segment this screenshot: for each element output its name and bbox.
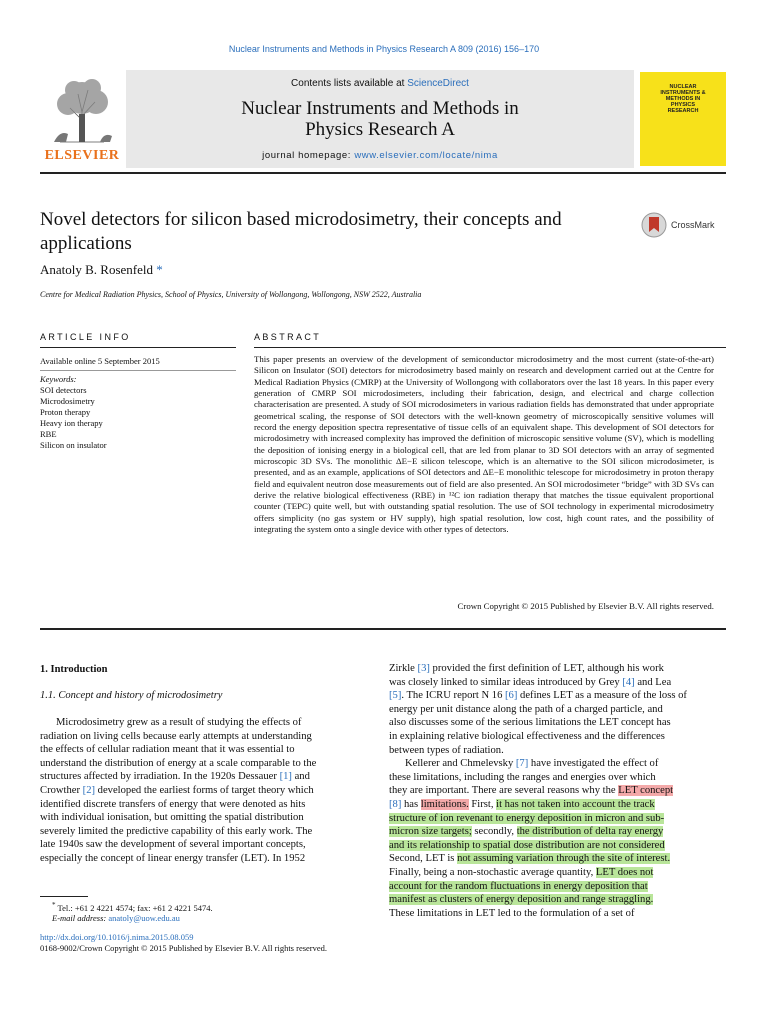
footnote-tel-text: Tel.: +61 2 4221 4574; fax: +61 2 4221 5474. [57,902,213,913]
abstract-rule [254,347,726,348]
text-span: Zirkle [389,663,418,674]
header-rule [40,172,726,174]
journal-cover-image [640,72,726,166]
text-span: provided the first definition of LET, although his work [429,663,664,674]
text-line: understand the distribution of energy at a scale comparable to the [40,757,317,769]
citation-link[interactable]: [3] [417,663,430,674]
highlight-green[interactable]: it has not taken into account the track [496,798,655,810]
text-line: these limitations, including the ranges and energies over which [389,771,656,783]
text-span: defines LET as a measure of the loss of [517,690,687,702]
keywords-block [40,374,236,451]
text-line: late 1940s saw the development of several important concepts, [40,839,306,851]
text-span: First, [468,798,497,810]
highlight-red[interactable]: LET concept [618,785,674,797]
journal-name-line2: Physics Research A [305,119,455,140]
text-span: has [401,798,421,810]
text-line: energy per unit distance along the path of a charged particle, and [389,703,663,715]
email-label: E-mail address: [52,913,107,924]
text-span: Kellerer and Chmelevsky [405,758,516,770]
highlight-red[interactable]: limitations. [420,798,469,810]
text-span: developed the earliest forms of target theory which [95,784,314,796]
available-online: Available online 5 September 2015 [40,356,160,366]
text-line [389,812,714,826]
text-line [389,852,714,866]
text-line [389,676,714,690]
contents-prefix: Contents lists available at [291,78,405,89]
homepage-label: journal homepage: [262,150,352,161]
highlight-green[interactable]: LET does not [595,866,654,878]
footnote-mark: * [52,901,56,909]
text-line [40,784,365,798]
paper-title-line2: applications [40,233,132,254]
text-line: in explaining relative biological effectiveness and the differences [389,730,665,742]
keywords-label: Keywords: [40,374,77,384]
highlight-green[interactable]: micron size targets; [389,826,472,838]
journal-name-line1: Nuclear Instruments and Methods in [241,98,519,119]
citation-link[interactable]: [8] [389,798,402,810]
available-rule [40,370,236,371]
homepage-link[interactable]: www.elsevier.com/locate/nima [354,150,498,161]
citation-link[interactable]: [6] [505,690,518,702]
citation-link[interactable]: [5] [389,690,402,702]
text-line [389,757,714,771]
footnote-rule [40,896,88,897]
email-link[interactable]: anatoly@uow.edu.au [108,913,180,924]
journal-name [126,98,634,140]
keyword: Heavy ion therapy [40,418,103,428]
footnote [52,900,362,924]
text-line [389,880,714,894]
text-line: Microdosimetry grew as a result of studying the effects of [56,717,302,728]
keyword: Silicon on insulator [40,440,107,450]
right-column [389,662,714,920]
elsevier-logo [40,72,124,168]
text-span: . The ICRU report N 16 [401,690,506,702]
citation-link[interactable]: [1] [279,771,292,783]
abstract-copyright: Crown Copyright © 2015 Published by Elsevier B.V. All rights reserved. [457,601,714,611]
text-span: Finally, being a non-stochastic average quantity, [389,866,596,878]
highlight-green[interactable]: the distribution of delta ray energy [516,826,664,838]
text-span: have investigated the effect of [528,758,659,770]
text-line [389,839,714,853]
crossmark-icon [641,212,667,238]
author-name: Anatoly B. Rosenfeld [40,262,154,277]
section-1-heading: 1. Introduction [40,664,108,675]
text-line [40,770,365,784]
text-line [389,784,714,798]
paper-title [40,208,640,256]
text-line: between types of radiation. [389,744,504,756]
keyword: Proton therapy [40,407,91,417]
text-line: the effects of cellular radiation meant that it was essential to [40,744,295,756]
text-line: These limitations in LET led to the formulation of a set of [389,907,635,919]
affiliation: Centre for Medical Radiation Physics, School of Physics, University of Wollongong, Wollongong, NSW 2522, Australia [40,290,422,299]
text-line: radiation on living cells because early attempts at understanding [40,730,312,742]
paper-title-line1: Novel detectors for silicon based microdosimetry, their concepts and [40,209,562,230]
journal-homepage [126,150,634,161]
text-line [389,798,714,812]
text-line [389,662,714,676]
text-line [389,825,714,839]
abstract-text: This paper presents an overview of the development of semiconductor microdosimetry and the most current (state-of-the-art) Silicon on Insulator (SOI) detectors for microdosimetry based mainly on research and development carried out at the Centre for Medical Radiation Physics (CMRP) at the University of Wollongong with collaborators over the last 18 years. In this paper every generation of CMRP SOI microdosimeters, including their fabrication, design, and electrical and charge collection characterisation are presented. A study of SOI microdosimeters in various radiation fields has demonstrated that under appropriate geometrical scaling, the response of SOI detectors with the well-known geometry of microscopically sensitive volumes will record the energy deposition spectra representative of tissue cells of an equivalent shape. This development of SOI detectors for microdosimetry with increased complexity has improved the definition of microscopic sensitive volume (SV), which is modelling the deposition of ionising energy in a biological cell, that are led from planar to 3D SOI detectors with an array of segmented microscopic 3D SVs. The monolithic ΔE−E silicon telescope, which is an alternative to the SOI silicon microdosimeter, is presented, and as an example, applications of SOI detectors and ΔE−E monolithic telescope for microdosimetry in proton therapy field and equivalent neutron dose measurements out of field are also presented. An SOI microdosimeter “bridge” with 3D SVs can derive the relative biological effectiveness (RBE) in ¹²C ion radiation therapy that matches the tissue equivalent proportional counter (TEPC) quite well, but with outstanding spatial resolution. The use of SOI technology in experimental microdosimetry offers simplicity (no gas system or HV supply), high spatial resolution, low cost, high count rates, and the possibility of integrating the system onto a single device with other types of detectors. [254,354,714,535]
author [40,262,163,278]
journal-reference[interactable]: Nuclear Instruments and Methods in Physics Research A 809 (2016) 156–170 [228,44,540,54]
footnote-email [52,913,362,924]
author-footnote-mark[interactable]: * [156,262,163,277]
publisher-name: ELSEVIER [44,148,120,163]
text-line [389,893,714,907]
doi-link[interactable]: http://dx.doi.org/10.1016/j.nima.2015.08.059 [40,932,194,942]
highlight-green[interactable]: not assuming variation through the site of interest. [457,853,671,865]
keyword: RBE [40,429,57,439]
citation-link[interactable]: [2] [82,784,96,796]
article-info-rule [40,347,236,348]
issn-line: 0168-9002/Crown Copyright © 2015 Published by Elsevier B.V. All rights reserved. [40,943,328,953]
left-column-paragraph [40,716,365,866]
highlight-green[interactable]: and its relationship to spatial dose distribution are not considered [389,839,665,851]
citation-link[interactable]: [7] [515,758,529,770]
sciencedirect-link[interactable]: ScienceDirect [407,78,469,89]
text-line [389,689,714,703]
text-span: they are important. There are several reasons why the [389,785,619,797]
highlight-green[interactable]: account for the random fluctuations in energy deposition that [389,880,648,892]
elsevier-tree-icon [40,72,124,148]
contents-line [126,78,634,89]
crossmark-label: CrossMark [671,220,715,230]
text-span: Crowther [40,784,83,796]
abstract-heading: ABSTRACT [254,332,322,342]
text-line: with individual ionisation, but omitting the spatial distribution [40,812,304,824]
text-line: especially the concept of linear energy transfer (LET). In 1952 [40,852,306,864]
section-1-1-heading: 1.1. Concept and history of microdosimetry [40,690,223,701]
abstract-bottom-rule [40,628,726,630]
text-line: also discusses some of the serious limitations the LET concept has [389,717,671,729]
crossmark-badge[interactable] [641,212,731,240]
text-span: and [291,771,310,783]
text-span: and Lea [634,676,672,688]
highlight-green[interactable]: manifest as clusters of energy deposition and range straggling. [389,894,654,906]
text-line: identified discrete transfers of energy that were denoted as hits [40,798,306,810]
text-line: severely limited the predictive capability of this early work. The [40,825,313,837]
text-line [389,866,714,880]
article-info-heading: ARTICLE INFO [40,332,131,342]
cover-title: NUCLEAR INSTRUMENTS & METHODS IN PHYSICS RESEARCH [660,84,706,114]
keyword: SOI detectors [40,385,87,395]
citation-link[interactable]: [4] [622,676,635,688]
text-span: Second, LET is [389,853,458,865]
text-span: secondly, [471,826,517,838]
keyword: Microdosimetry [40,396,95,406]
highlight-green[interactable]: structure of ion revenant to energy deposition in micron and sub- [389,812,665,824]
footnote-tel [52,900,362,913]
text-span: structures affected by irradiation. In the 1920s Dessauer [40,771,280,783]
text-span: was closely linked to similar ideas introduced by Grey [389,676,623,688]
